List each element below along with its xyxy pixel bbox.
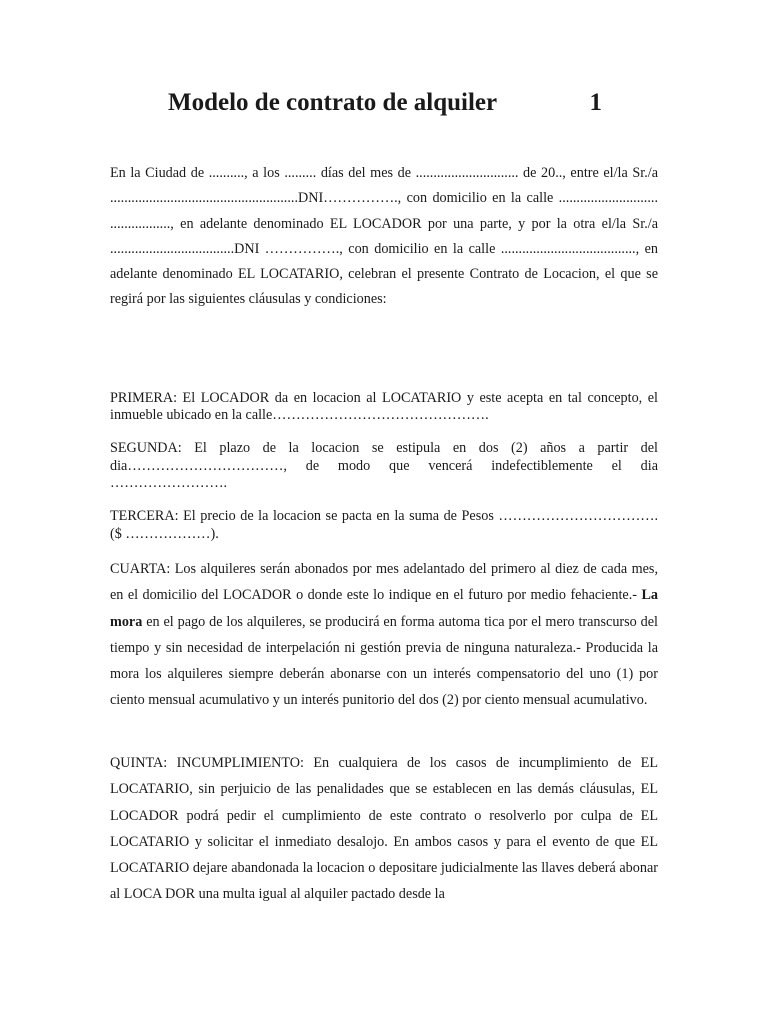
clause-cuarta bbox=[110, 556, 658, 714]
clause-primera: PRIMERA: El LOCADOR da en locacion al LOCATARIO y este acepta en tal concepto, el inmueble ubicado en la calle………………………………………. bbox=[110, 390, 658, 423]
intro-paragraph: En la Ciudad de .........., a los ......... días del mes de ............................. de 20.., entre el/la Sr./a .....................................................DNI……………., con domicilio en la calle ............................ ................., en adelante denominado EL LOCADOR por una parte, y por la otra el/la Sr./a ...................................DNI ……………., con domicilio en la calle ......................................, en adelante denominado EL LOCATARIO, celebran el presente Contrato de Locacion, el que se regirá por las siguientes cláusulas y condiciones: bbox=[110, 165, 658, 308]
clause-cuarta-text-end: en el pago de los alquileres, se producirá en forma automa tica por el mero transcurso del tiempo y sin necesidad de interpelación ni gestión previa de ninguna naturaleza.- Producida la mora los alquileres siempre deberán abonarse con un interés compensatorio del uno (1) por ciento mensual acumulativo y un interés punitorio del dos (2) por ciento mensual acumulativo. bbox=[110, 613, 658, 709]
clause-quinta: QUINTA: INCUMPLIMIENTO: En cualquiera de los casos de incumplimiento de EL LOCATARIO, sin perjuicio de las penalidades que se establecen en las demás cláusulas, EL LOCADOR podrá pedir el cumplimiento de este contrato o resolverlo por culpa de EL LOCATARIO y solicitar el inmediato desalojo. En ambos casos y para el evento de que EL LOCATARIO dejare abandonada la locacion o depositare judicialmente las llaves deberá abonar al LOCA DOR una multa igual al alquiler pactado desde la bbox=[110, 755, 658, 903]
clause-segunda: SEGUNDA: El plazo de la locacion se estipula en dos (2) años a partir del dia……………………………, de modo que vencerá indefectiblemente el dia ……………………. bbox=[110, 440, 658, 491]
clause-cuarta-bold-term: La mora bbox=[110, 587, 658, 630]
title-row bbox=[168, 86, 608, 120]
page-number: 1 bbox=[589, 89, 602, 116]
clause-tercera: TERCERA: El precio de la locacion se pacta en la suma de Pesos ……………………………. ($ ………………). bbox=[110, 508, 658, 542]
document-title: Modelo de contrato de alquiler bbox=[168, 89, 498, 116]
clause-cuarta-text-start: CUARTA: Los alquileres serán abonados por mes adelantado del primero al diez de cada mes, en el domicilio del LOCADOR o donde este lo indique en el futuro por medio fehaciente.- bbox=[110, 561, 658, 604]
